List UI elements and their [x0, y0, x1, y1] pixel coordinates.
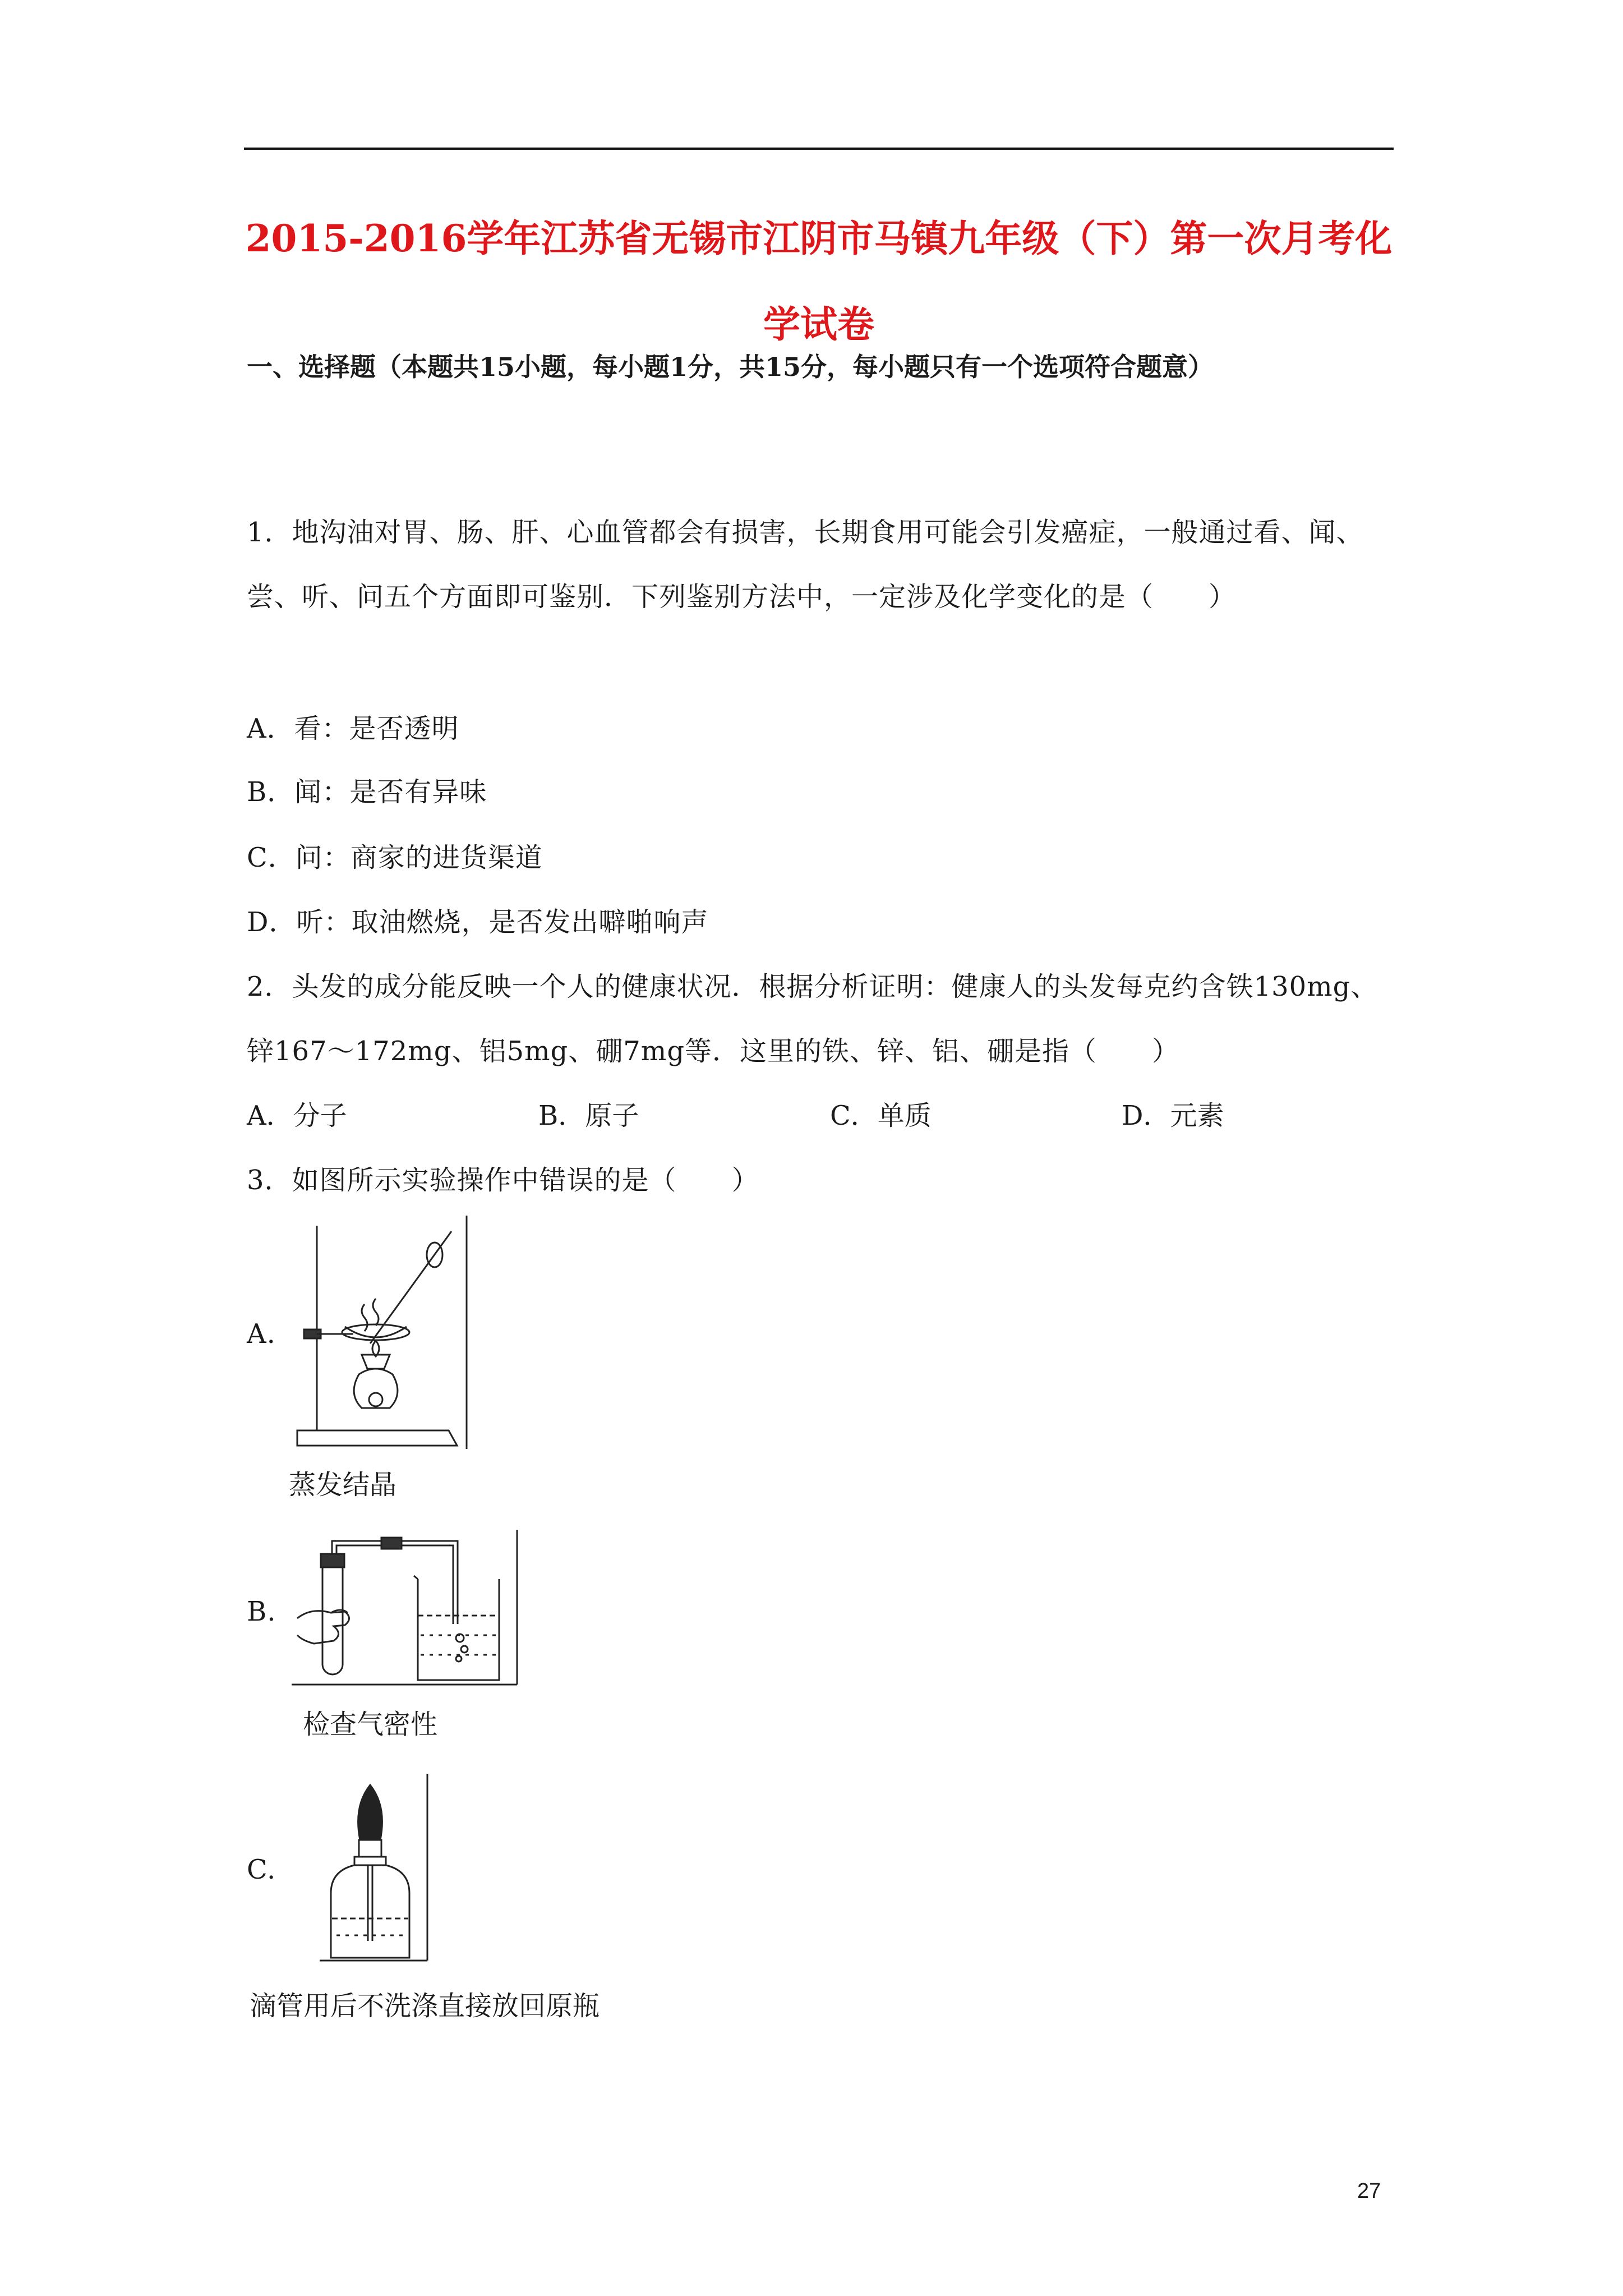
- question-3-option-a-caption: 蒸发结晶: [289, 1469, 397, 1501]
- question-1-option-a: A．看：是否透明: [247, 713, 459, 744]
- evaporation-apparatus-figure: [292, 1214, 477, 1450]
- question-3-option-a-label: A.: [247, 1318, 276, 1350]
- question-3-text-line-1: 3．如图所示实验操作中错误的是（ ）: [247, 1165, 759, 1196]
- question-2-option-a: A．分子: [247, 1100, 347, 1131]
- question-2-options-row: [247, 1094, 1396, 1131]
- question-3-option-b-label: B.: [247, 1596, 276, 1627]
- page-number: 27: [1357, 2179, 1381, 2203]
- question-2-text-line-1: 2．头发的成分能反映一个人的健康状况．根据分析证明：健康人的头发每克约含铁130mg、: [247, 971, 1378, 1002]
- section-heading: 一、选择题（本题共15小题，每小题1分，共15分，每小题只有一个选项符合题意）: [247, 352, 1214, 382]
- question-1-text-line-2: 尝、听、问五个方面即可鉴别．下列鉴别方法中，一定涉及化学变化的是（ ）: [247, 581, 1237, 613]
- airtightness-check-figure: [292, 1529, 522, 1686]
- question-2-text-line-2: 锌167～172mg、铝5mg、硼7mg等．这里的铁、锌、铝、硼是指（ ）: [247, 1036, 1180, 1067]
- question-2-option-d: D．元素: [1122, 1100, 1224, 1131]
- question-3-option-c-label: C.: [247, 1854, 276, 1885]
- question-2-option-b: B．原子: [538, 1100, 639, 1131]
- question-3-option-c-caption: 滴管用后不洗涤直接放回原瓶: [250, 1990, 600, 2022]
- header-rule: [244, 148, 1394, 150]
- question-1-option-b: B．闻：是否有异味: [247, 776, 487, 808]
- question-3-option-b-caption: 检查气密性: [303, 1709, 438, 1740]
- question-1-option-d: D．听：取油燃烧，是否发出噼啪响声: [247, 907, 709, 938]
- page-title-line-2: 学试卷: [763, 302, 874, 346]
- question-1-text-line-1: 1．地沟油对胃、肠、肝、心血管都会有损害，长期食用可能会引发癌症，一般通过看、闻、: [247, 517, 1364, 548]
- dropper-bottle-figure: [320, 1773, 432, 1963]
- page-title-line-1: 2015-2016学年江苏省无锡市江阴市马镇九年级（下）第一次月考化: [245, 217, 1393, 260]
- question-1-option-c: C．问：商家的进货渠道: [247, 842, 543, 873]
- question-2-option-c: C．单质: [830, 1100, 932, 1131]
